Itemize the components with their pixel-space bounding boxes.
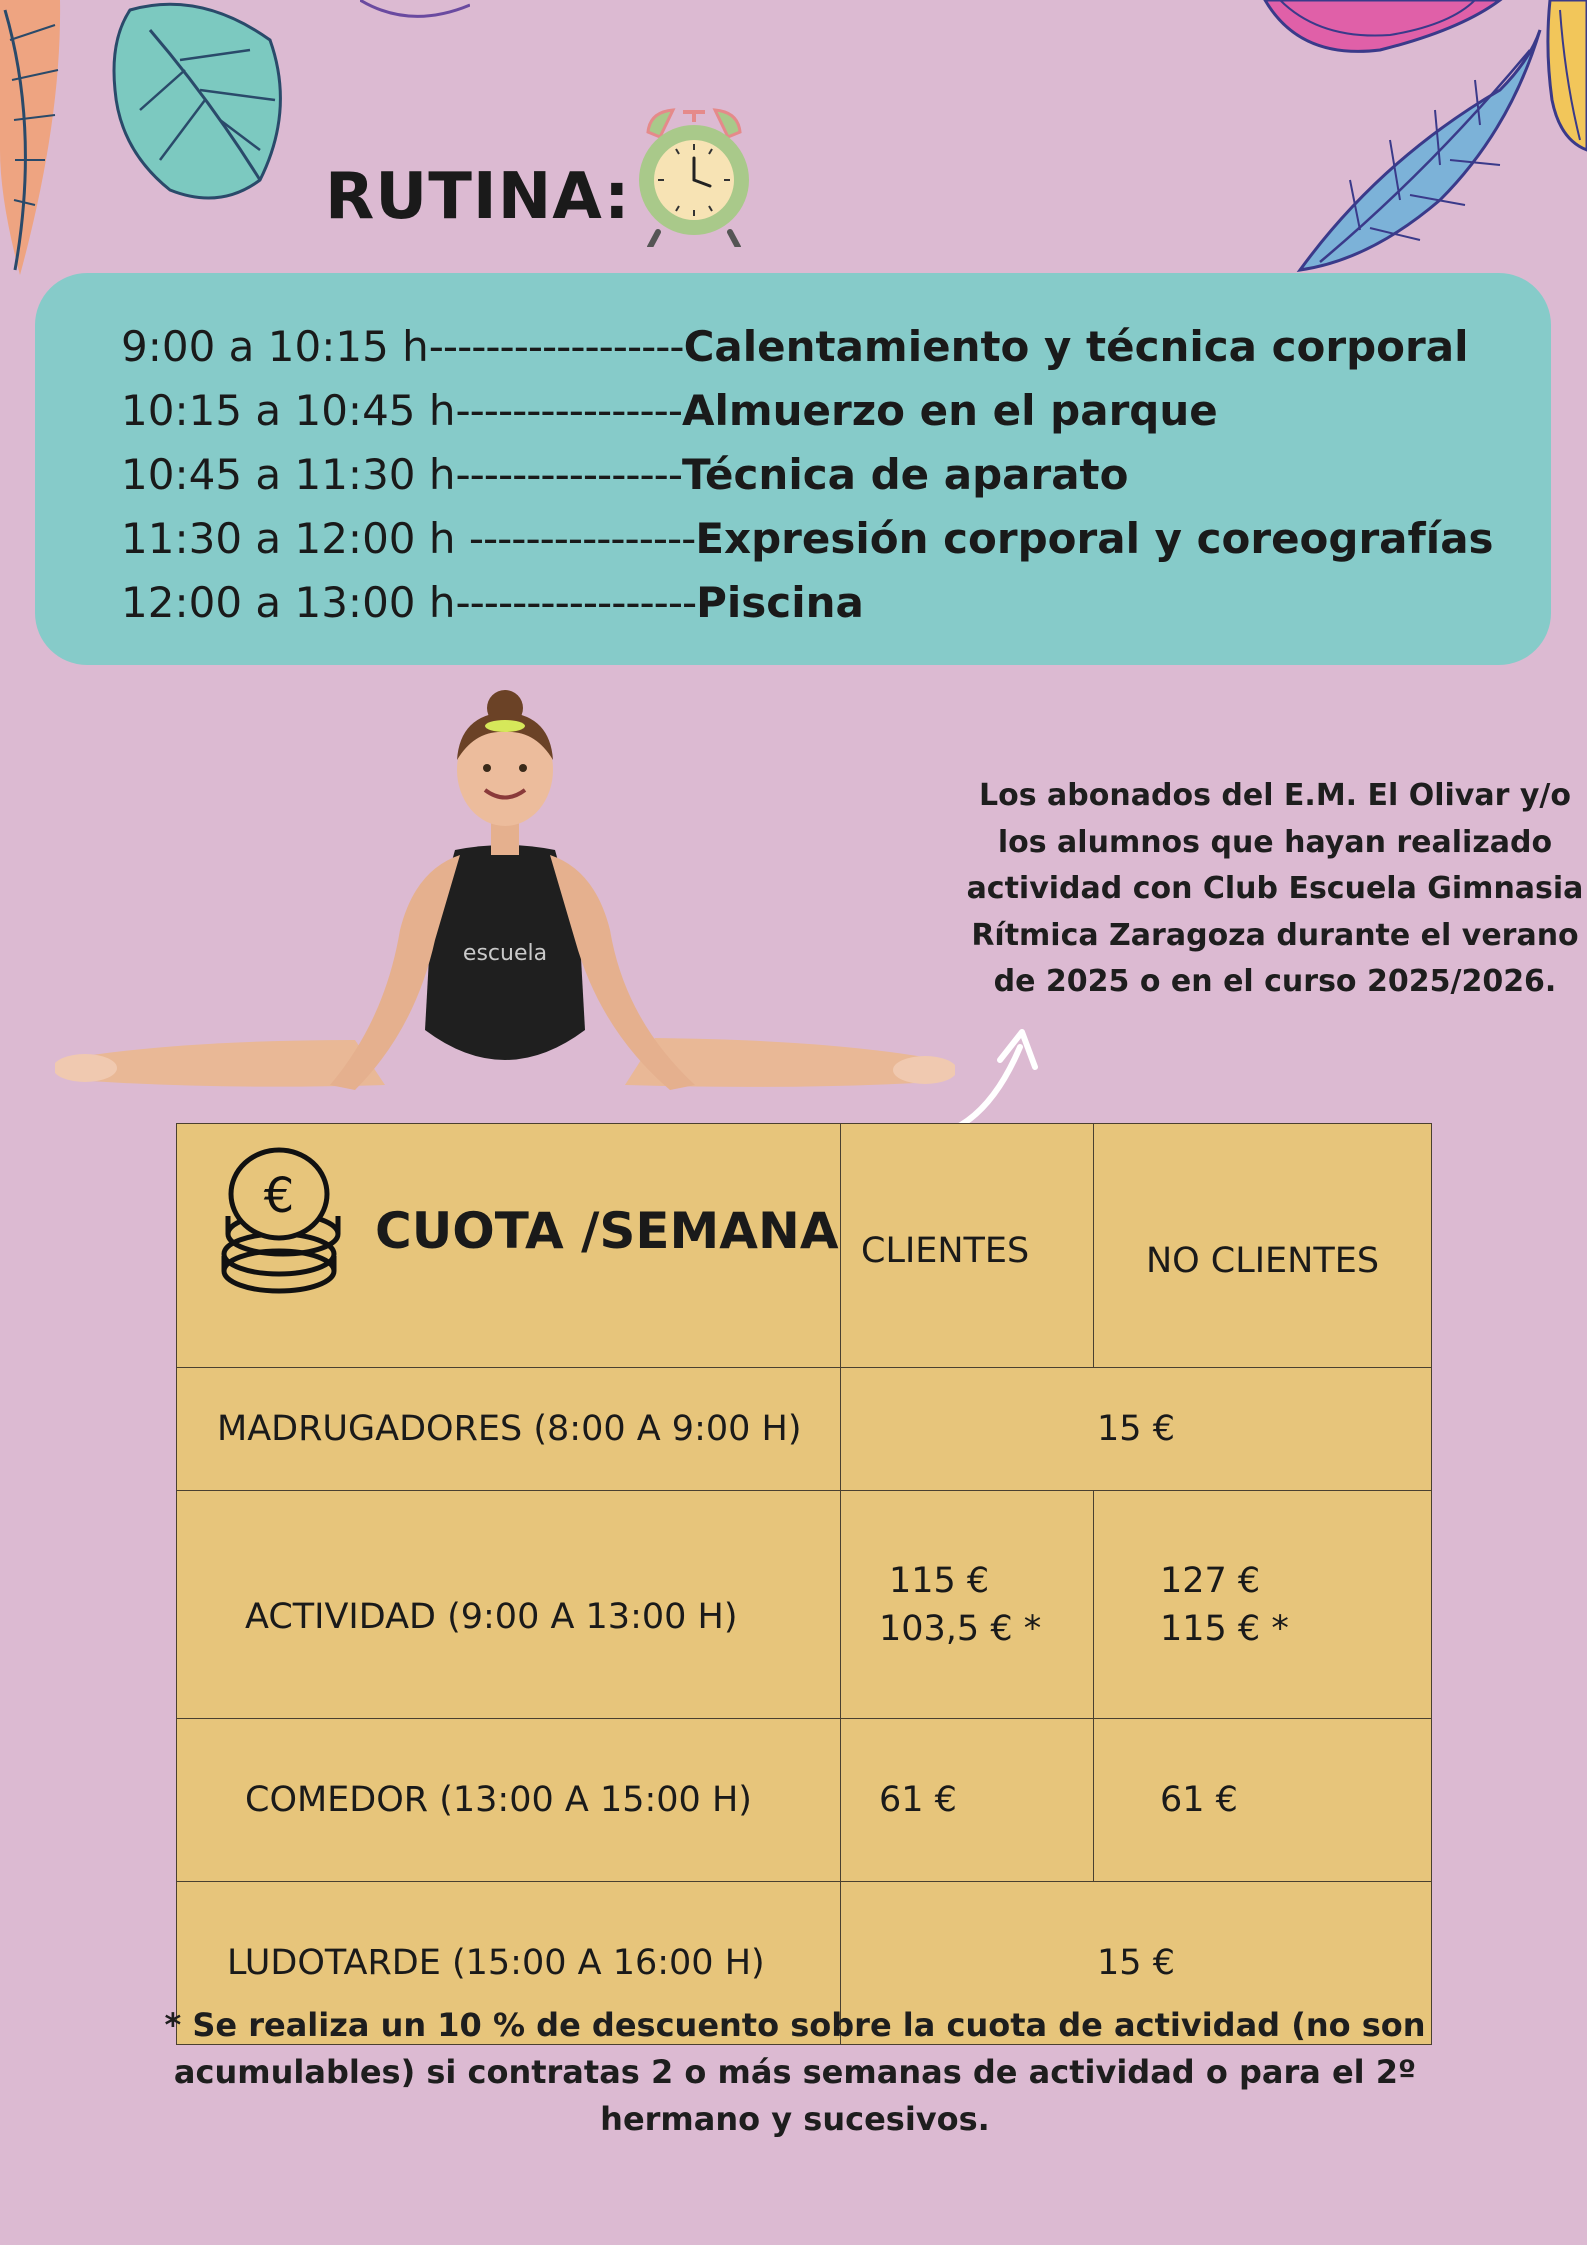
gymnast-photo <box>55 690 955 1120</box>
schedule-dashes: ---------------- <box>468 514 696 563</box>
row-label-ludotarde: LUDOTARDE (15:00 A 16:00 H) <box>177 1882 841 2045</box>
schedule-activity: Calentamiento y técnica corporal <box>683 322 1469 371</box>
schedule-time: 12:00 a 13:00 h <box>121 578 456 627</box>
footnote-line: acumulables) si contratas 2 o más semanas de actividad o para el 2º <box>173 2053 1417 2091</box>
footnote-line: * Se realiza un 10 % de descuento sobre la cuota de actividad (no son <box>164 2006 1426 2044</box>
schedule-activity: Expresión corporal y coreografías <box>695 514 1494 563</box>
price-comedor-clientes: 61 € <box>841 1719 1094 1882</box>
schedule-row <box>121 322 1469 371</box>
table-header-row <box>177 1124 1432 1368</box>
schedule-row <box>121 514 1494 563</box>
schedule-dashes: ----------------- <box>455 578 697 627</box>
discount-footnote <box>140 2002 1450 2143</box>
schedule-time: 10:15 a 10:45 h <box>121 386 456 435</box>
tropical-leaf-icon <box>1260 0 1587 275</box>
price-value: 115 € <box>889 1560 990 1601</box>
row-label-actividad: ACTIVIDAD (9:00 A 13:00 H) <box>177 1491 841 1719</box>
price-comedor-no-clientes: 61 € <box>1094 1719 1432 1882</box>
note-line: actividad con Club Escuela Gimnasia <box>966 871 1584 906</box>
row-label-madrugadores: MADRUGADORES (8:00 A 9:00 H) <box>177 1368 841 1491</box>
page-title: RUTINA: <box>325 160 631 234</box>
no-clientes-header: NO CLIENTES <box>1094 1124 1432 1368</box>
alarm-clock-icon <box>638 102 750 247</box>
table-row <box>177 1368 1432 1491</box>
schedule-time: 10:45 a 11:30 h <box>121 450 456 499</box>
price-actividad-no-clientes <box>1094 1491 1432 1719</box>
schedule-activity: Técnica de aparato <box>681 450 1129 499</box>
euro-coins-icon <box>217 1146 347 1296</box>
schedule-box <box>35 273 1551 665</box>
schedule-activity: Piscina <box>696 578 864 627</box>
schedule-dashes: ---------------- <box>455 386 682 435</box>
table-row <box>177 1491 1432 1719</box>
tropical-leaf-icon <box>360 0 470 30</box>
monstera-leaf-icon <box>110 0 290 205</box>
svg-text:escuela: escuela <box>462 941 548 966</box>
schedule-dashes: ------------------ <box>428 322 684 371</box>
schedule-row <box>121 386 1218 435</box>
price-ludotarde: 15 € <box>841 1882 1432 2045</box>
schedule-time: 9:00 a 10:15 h <box>121 322 429 371</box>
price-value-discount: 115 € * <box>1160 1608 1289 1649</box>
price-madrugadores: 15 € <box>841 1368 1432 1491</box>
price-value: 127 € <box>1160 1560 1261 1601</box>
clientes-header: CLIENTES <box>841 1124 1094 1368</box>
row-label-comedor: COMEDOR (13:00 A 15:00 H) <box>177 1719 841 1882</box>
cuota-header-cell <box>177 1124 841 1368</box>
note-line: los alumnos que hayan realizado <box>997 824 1553 860</box>
svg-text:€: € <box>263 1168 295 1224</box>
note-line: Rítmica Zaragoza durante el verano <box>971 917 1579 953</box>
subscriber-note <box>915 773 1587 1006</box>
note-line: Los abonados del E.M. El Olivar y/o <box>979 778 1571 813</box>
price-value-discount: 103,5 € * <box>879 1608 1042 1649</box>
schedule-activity: Almuerzo en el parque <box>681 386 1218 435</box>
price-actividad-clientes <box>841 1491 1094 1719</box>
footnote-line: hermano y sucesivos. <box>600 2100 990 2138</box>
cuota-header: CUOTA /SEMANA <box>375 1202 839 1260</box>
schedule-dashes: ---------------- <box>455 450 682 499</box>
schedule-row <box>121 578 864 627</box>
table-row <box>177 1719 1432 1882</box>
tropical-leaf-icon <box>0 0 70 280</box>
schedule-time: 11:30 a 12:00 h <box>121 514 469 563</box>
note-line: de 2025 o en el curso 2025/2026. <box>993 964 1557 999</box>
schedule-row <box>121 450 1129 499</box>
fee-table <box>176 1123 1432 2045</box>
